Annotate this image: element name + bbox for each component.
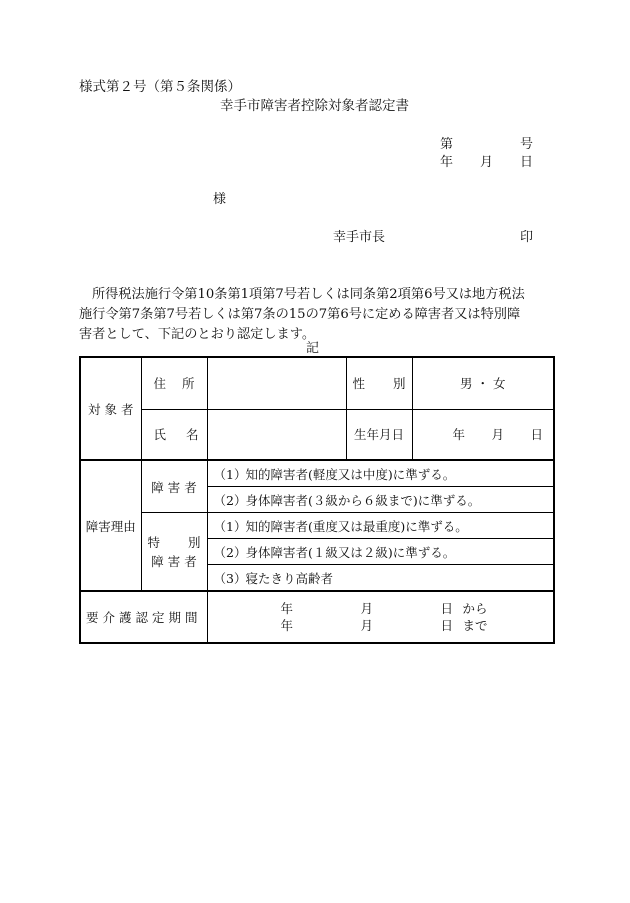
special-disabled-label: 特 別 障 害 者 — [141, 513, 207, 592]
body-line: 所得税法施行令第10条第1項第7号若しくは同条第2項第6号又は地方税法 — [92, 287, 525, 302]
body-paragraph — [79, 285, 549, 345]
sex-options[interactable]: 男 ・ 女 — [412, 357, 554, 409]
sex-label: 性 別 — [346, 357, 412, 409]
reason-option[interactable]: （2）身体障害者(１級又は２級)に準ずる。 — [207, 539, 554, 565]
address-label: 住 所 — [141, 357, 207, 409]
name-field[interactable] — [207, 409, 346, 460]
date-day: 日 — [520, 155, 534, 170]
certificate-table — [79, 356, 555, 644]
form-number: 様式第２号（第５条関係） — [79, 79, 241, 95]
reason-label: 障害理由 — [80, 460, 141, 591]
disabled-label: 障 害 者 — [141, 460, 207, 513]
body-line: 害者として、下記のとおり認定します。 — [79, 327, 316, 342]
care-period-label: 要介護認定期間 — [80, 591, 207, 643]
date-month: 月 — [480, 155, 494, 170]
reason-option[interactable]: （1）知的障害者(重度又は最重度)に準ずる。 — [207, 513, 554, 539]
reason-option[interactable]: （2）身体障害者(３級から６級まで)に準ずる。 — [207, 487, 554, 513]
reason-option[interactable]: （3）寝たきり高齢者 — [207, 565, 554, 592]
document-title: 幸手市障害者控除対象者認定書 — [220, 98, 409, 114]
addressee-suffix: 様 — [213, 192, 227, 207]
care-period-field[interactable]: 年 月 日 から 年 月 日 まで — [207, 591, 554, 643]
number-suffix: 号 — [520, 137, 534, 152]
body-line: 施行令第7条第7号若しくは第7条の15の7第6号に定める障害者又は特別障 — [79, 307, 521, 322]
number-prefix: 第 — [440, 137, 454, 152]
subject-label: 対 象 者 — [80, 357, 141, 460]
birth-date-field[interactable]: 年 月 日 — [412, 409, 554, 460]
issuer: 幸手市長 — [333, 230, 386, 245]
birth-label: 生年月日 — [346, 409, 412, 460]
reason-option[interactable]: （1）知的障害者(軽度又は中度)に準ずる。 — [207, 460, 554, 487]
note-heading: 記 — [306, 341, 320, 356]
address-field[interactable] — [207, 357, 346, 409]
date-year: 年 — [440, 155, 454, 170]
name-label: 氏 名 — [141, 409, 207, 460]
seal-mark: 印 — [520, 230, 534, 245]
